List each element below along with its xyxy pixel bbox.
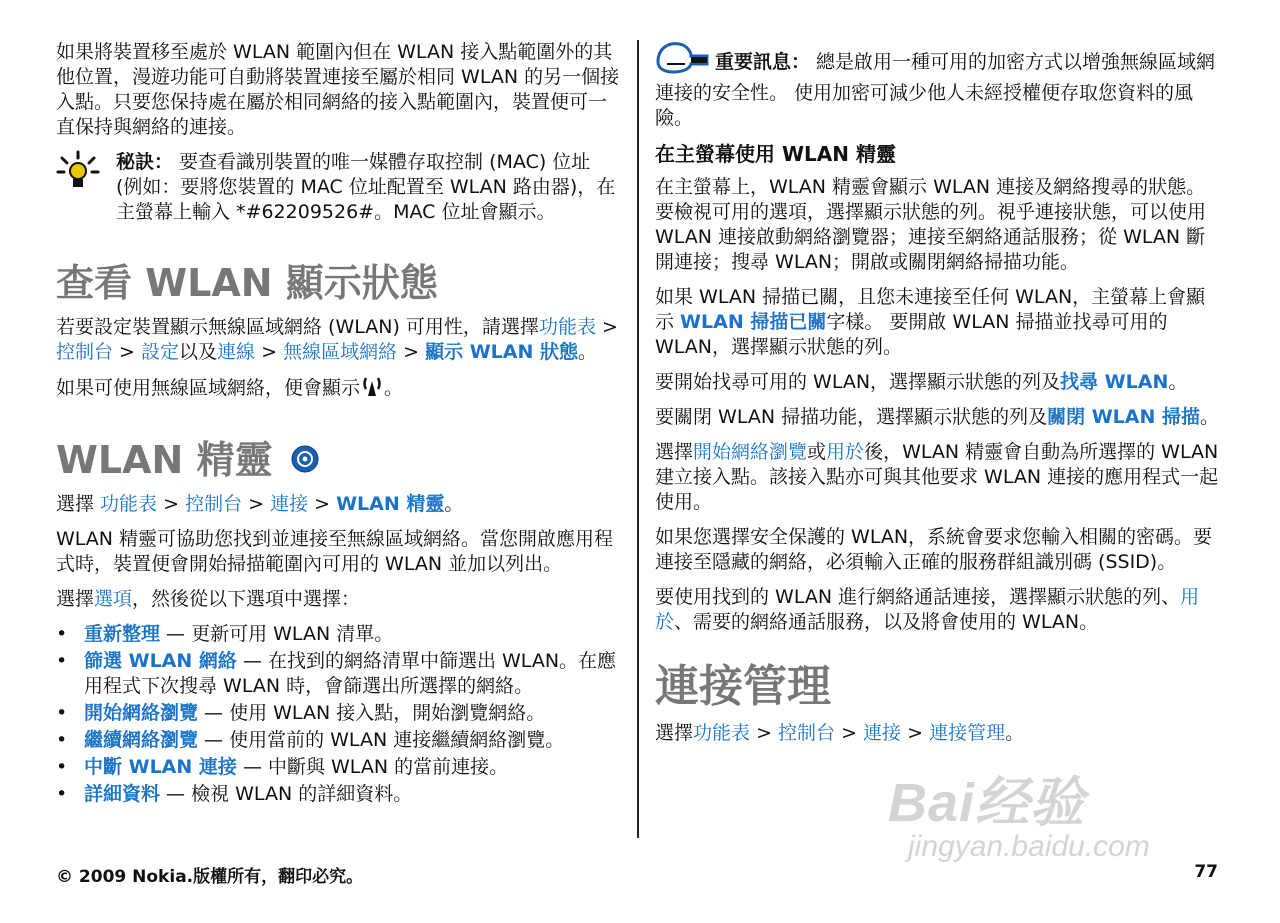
secure-wlan-paragraph: 如果您選擇安全保護的 WLAN，系統會要求您輸入相關的密碼。要連接至隱藏的網絡，必須輸入正確的服務群組識別碼 (SSID)。: [655, 526, 1213, 573]
copyright-footer: © 2009 Nokia.版權所有，翻印必究。: [56, 867, 364, 887]
link-menu[interactable]: 功能表: [538, 316, 596, 338]
link-show-wlan-status[interactable]: 顯示 WLAN 狀態: [425, 341, 578, 363]
lightbulb-icon: [56, 150, 104, 225]
heading-view-wlan-status: 查看 WLAN 顯示狀態: [56, 261, 438, 305]
list-item: • 繼續網絡瀏覽 — 使用當前的 WLAN 連接繼續網絡瀏覽。: [56, 729, 565, 751]
link-control-panel[interactable]: 控制台: [56, 341, 114, 363]
view-status-paragraph: 若要設定裝置顯示無線區域網絡 (WLAN) 可用性，請選擇功能表 > 控制台 > 設定以及連線 > 無線區域網絡 > 顯示 WLAN 狀態。: [56, 316, 618, 363]
wizard-path: 選擇 功能表 > 控制台 > 連接 > WLAN 精靈。: [56, 493, 464, 515]
option-continue-browsing[interactable]: 繼續網絡瀏覽: [84, 729, 199, 751]
wlan-antenna-icon: [362, 375, 382, 404]
wizard-options-intro: 選擇選項，然後從以下選項中選擇：: [56, 588, 361, 610]
option-start-browsing[interactable]: 開始網絡瀏覽: [84, 702, 199, 724]
link-close-wlan-scan[interactable]: 關閉 WLAN 掃描: [1047, 406, 1201, 428]
heading-wlan-wizard: WLAN 精靈: [56, 438, 622, 482]
heading-connection-manager: 連接管理: [655, 661, 831, 712]
wlan-available-paragraph: 如果可使用無線區域網絡，便會顯示 。: [56, 375, 622, 404]
wlan-wizard-icon: [291, 438, 319, 482]
right-column: [655, 40, 1223, 756]
important-notice: 重要訊息： 總是啟用一種可用的加密方式以增強無線區域網連接的安全性。 使用加密可減少他人未經授權便存取您資料的風險。: [655, 40, 1223, 131]
option-refresh[interactable]: 重新整理: [84, 623, 161, 645]
roaming-paragraph: 如果將裝置移至處於 WLAN 範圍內但在 WLAN 接入點範圍外的其他位置，漫遊功能可自動將裝置連接至屬於相同 WLAN 的另一個接入點。只要您保持處在屬於相同網絡的接入點範圍內，裝置便可一直保持與網絡的連接。: [56, 41, 620, 138]
list-item: • 中斷 WLAN 連接 — 中斷與 WLAN 的當前連接。: [56, 756, 509, 778]
link-connection-manager[interactable]: 連接管理: [929, 722, 1006, 744]
link-wireless-lan[interactable]: 無線區域網絡: [283, 341, 398, 363]
wizard-description: WLAN 精靈可協助您找到並連接至無線區域網絡。當您開啟應用程式時，裝置便會開始掃描範圍內可用的 WLAN 並加以列出。: [56, 528, 614, 575]
list-item: • 重新整理 — 更新可用 WLAN 清單。: [56, 623, 394, 645]
tip-text: 秘訣： 要查看識別裝置的唯一媒體存取控制 (MAC) 位址 (例如：要將您裝置的 MAC 位址配置至 WLAN 路由器)，在主螢幕上輸入 *#62209526#。MAC 位址會顯示。: [116, 151, 616, 223]
link-connect[interactable]: 連接: [270, 493, 309, 515]
link-use-for-2[interactable]: 用於: [655, 586, 1200, 633]
link-connect-2[interactable]: 連接: [863, 722, 902, 744]
link-settings[interactable]: 設定: [141, 341, 180, 363]
link-options[interactable]: 選項: [94, 588, 133, 610]
scan-off-paragraph: 如果 WLAN 掃描已關，且您未連接至任何 WLAN，主螢幕上會顯示 WLAN 掃描已關字樣。 要開啟 WLAN 掃描並找尋可用的 WLAN，選擇顯示狀態的列。: [655, 286, 1206, 358]
left-column: [56, 40, 622, 809]
search-wlan-paragraph: 要開始找尋可用的 WLAN，選擇顯示狀態的列及找尋 WLAN。: [655, 371, 1188, 393]
tip-box: [56, 150, 622, 225]
notice-hand-icon: [655, 40, 711, 81]
link-use-for[interactable]: 用於: [826, 441, 865, 463]
option-disconnect-wlan[interactable]: 中斷 WLAN 連接: [84, 756, 237, 778]
option-details[interactable]: 詳細資料: [84, 783, 161, 805]
link-connection[interactable]: 連線: [217, 341, 256, 363]
wlan-scan-off-text: WLAN 掃描已關: [680, 311, 827, 333]
link-control-panel-2[interactable]: 控制台: [185, 493, 243, 515]
option-filter-wlan[interactable]: 篩選 WLAN 網絡: [84, 650, 237, 672]
list-item: • 篩選 WLAN 網絡 — 在找到的網絡清單中篩選出 WLAN。在應用程式下次搜尋 WLAN 時，會篩選出所選擇的網絡。: [56, 650, 617, 697]
wizard-options-list: [56, 622, 622, 807]
link-search-wlan[interactable]: 找尋 WLAN: [1060, 371, 1169, 393]
list-item: • 詳細資料 — 檢視 WLAN 的詳細資料。: [56, 783, 413, 805]
link-menu-2[interactable]: 功能表: [100, 493, 158, 515]
link-start-browsing[interactable]: 開始網絡瀏覽: [693, 441, 808, 463]
disable-scan-paragraph: 要關閉 WLAN 掃描功能，選擇顯示狀態的列及關閉 WLAN 掃描。: [655, 406, 1220, 428]
list-item: • 開始網絡瀏覽 — 使用 WLAN 接入點，開始瀏覽網絡。: [56, 702, 546, 724]
access-point-paragraph: 選擇開始網絡瀏覽或用於後，WLAN 精靈會自動為所選擇的 WLAN 建立接入點。該接入點亦可與其他要求 WLAN 連接的應用程式一起使用。: [655, 441, 1219, 513]
baidu-watermark: Bai经验 jingyan.baidu.com: [888, 773, 1150, 863]
net-call-paragraph: 要使用找到的 WLAN 進行網絡通話連接，選擇顯示狀態的列、用於、需要的網絡通話服務，以及將會使用的 WLAN。: [655, 586, 1200, 633]
column-divider: [637, 40, 639, 838]
connection-manager-path: 選擇功能表 > 控制台 > 連接 > 連接管理。: [655, 722, 1025, 744]
heading-wizard-home-screen: 在主螢幕使用 WLAN 精靈: [655, 142, 896, 166]
link-wlan-wizard[interactable]: WLAN 精靈: [336, 493, 445, 515]
link-control-panel-3[interactable]: 控制台: [778, 722, 836, 744]
page-number: 77: [1194, 862, 1218, 882]
link-menu-3[interactable]: 功能表: [693, 722, 751, 744]
home-wizard-paragraph: 在主螢幕上，WLAN 精靈會顯示 WLAN 連接及網絡搜尋的狀態。 要檢視可用的選項，選擇顯示狀態的列。視乎連接狀態，可以使用 WLAN 連接啟動網絡瀏覽器；連接至網絡通話服務；從 WLAN 斷開連接；搜尋 WLAN；開啟或關閉網絡掃描功能。: [655, 176, 1207, 273]
